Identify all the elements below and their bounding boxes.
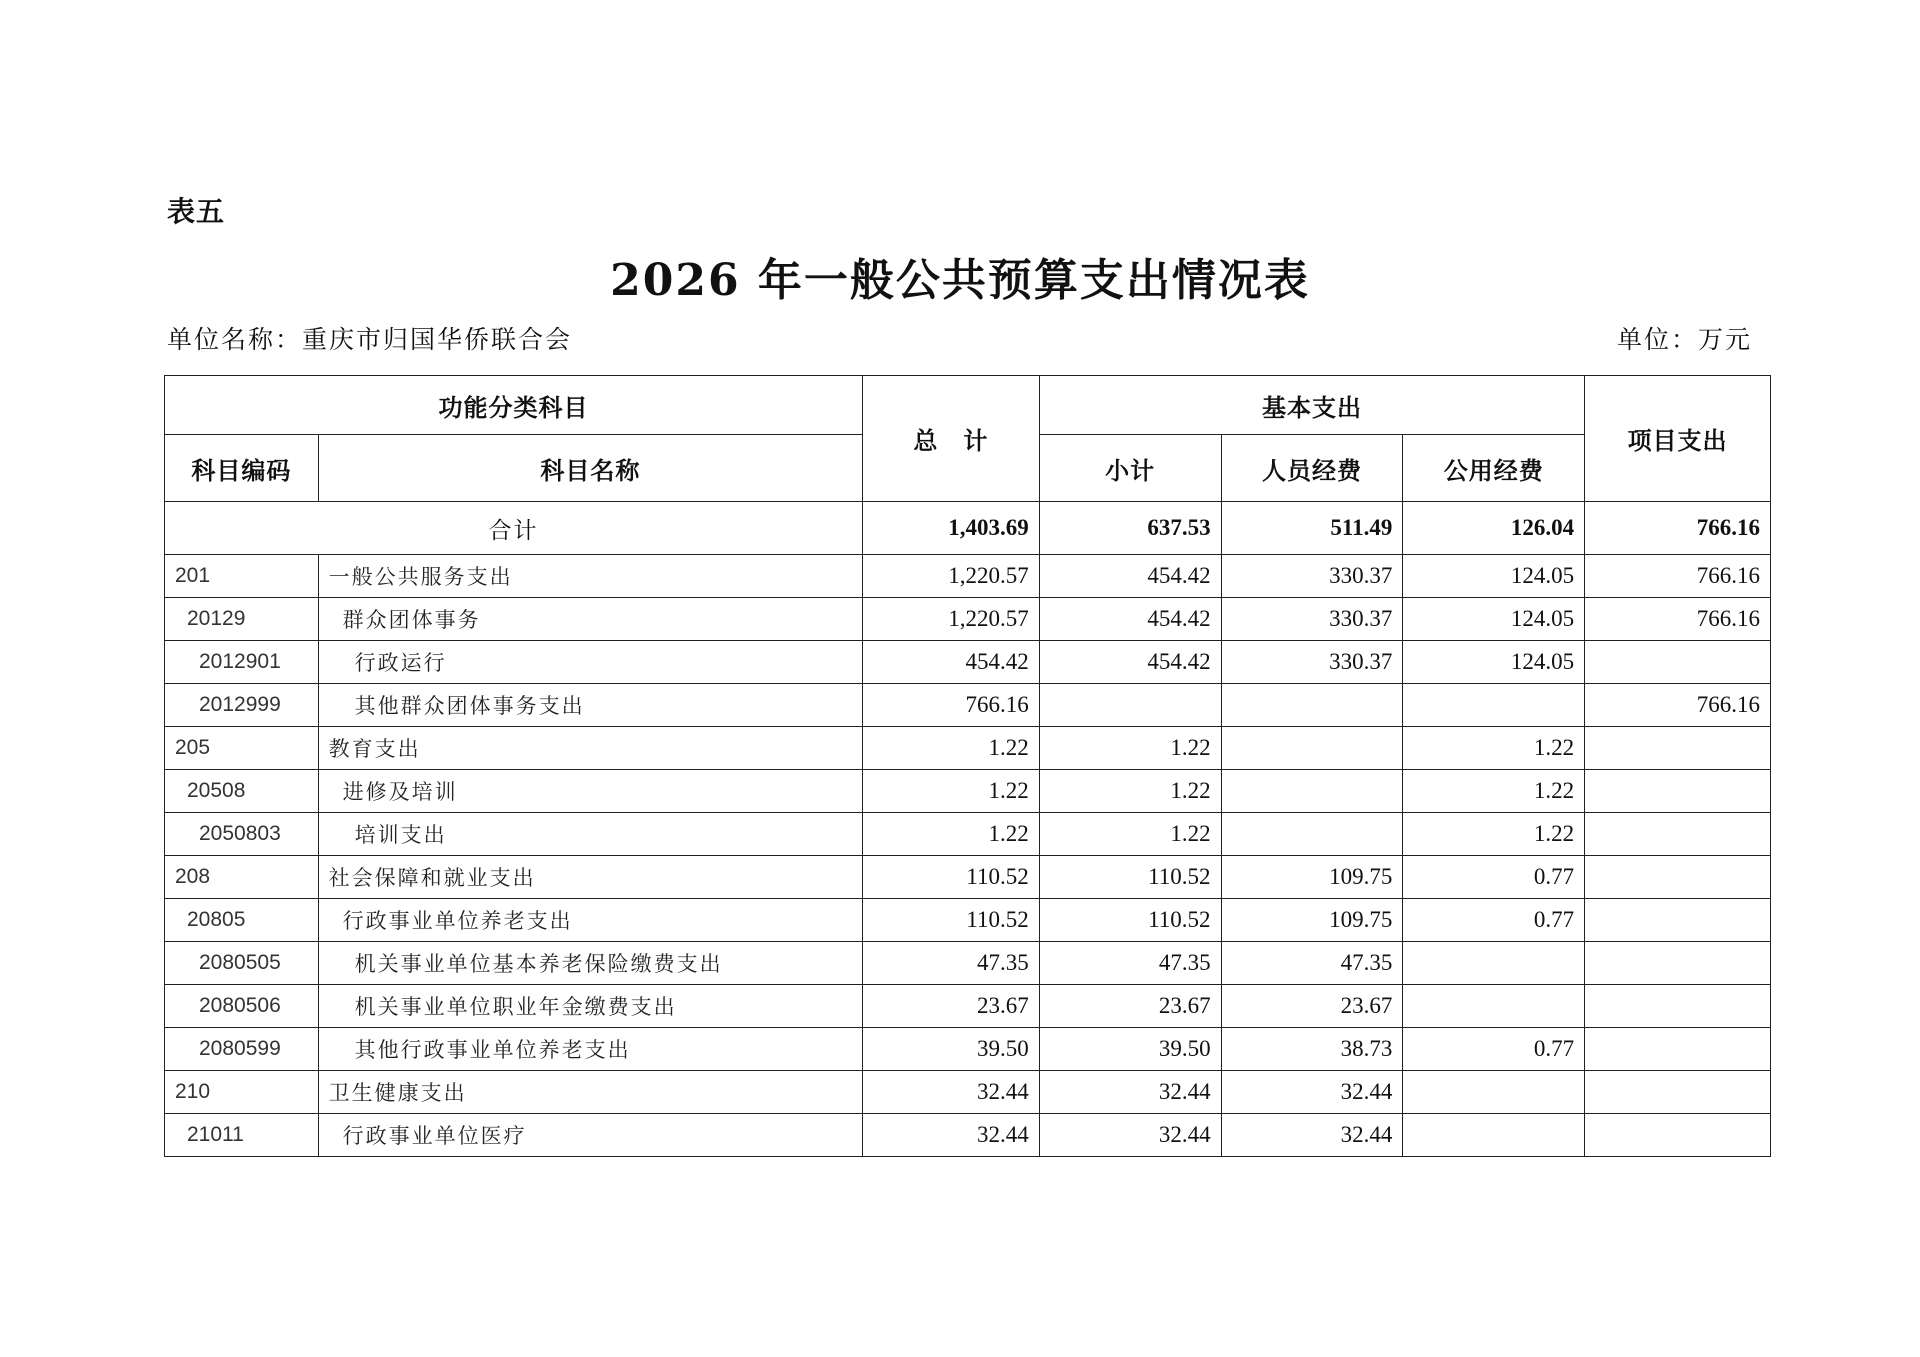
currency-unit: 单位：万元 bbox=[1616, 325, 1752, 354]
row-code: 2050803 bbox=[165, 813, 319, 856]
row-name: 群众团体事务 bbox=[318, 598, 862, 641]
row-name: 行政事业单位医疗 bbox=[318, 1114, 862, 1157]
row-public: 124.05 bbox=[1403, 555, 1585, 598]
row-code: 20508 bbox=[165, 770, 319, 813]
row-subtotal: 110.52 bbox=[1039, 856, 1221, 899]
header-basic-expenditure: 基本支出 bbox=[1039, 376, 1584, 435]
row-code: 2080599 bbox=[165, 1028, 319, 1071]
total-total: 1,403.69 bbox=[863, 502, 1040, 555]
row-project bbox=[1585, 1071, 1771, 1114]
table-row bbox=[165, 641, 1771, 684]
table-row bbox=[165, 1114, 1771, 1157]
row-code: 2012901 bbox=[165, 641, 319, 684]
row-project bbox=[1585, 727, 1771, 770]
row-subtotal: 32.44 bbox=[1039, 1071, 1221, 1114]
row-subtotal: 39.50 bbox=[1039, 1028, 1221, 1071]
row-subtotal: 23.67 bbox=[1039, 985, 1221, 1028]
row-total: 110.52 bbox=[863, 856, 1040, 899]
row-public bbox=[1403, 1071, 1585, 1114]
row-total: 47.35 bbox=[863, 942, 1040, 985]
row-subtotal: 1.22 bbox=[1039, 770, 1221, 813]
budget-table bbox=[164, 375, 1771, 1157]
row-total: 1.22 bbox=[863, 727, 1040, 770]
row-project bbox=[1585, 856, 1771, 899]
row-personnel: 330.37 bbox=[1221, 641, 1403, 684]
row-personnel: 47.35 bbox=[1221, 942, 1403, 985]
row-name: 机关事业单位基本养老保险缴费支出 bbox=[318, 942, 862, 985]
row-personnel bbox=[1221, 727, 1403, 770]
row-public: 124.05 bbox=[1403, 598, 1585, 641]
row-public: 1.22 bbox=[1403, 770, 1585, 813]
row-code: 205 bbox=[165, 727, 319, 770]
table-row bbox=[165, 856, 1771, 899]
row-subtotal bbox=[1039, 684, 1221, 727]
row-public bbox=[1403, 1114, 1585, 1157]
header-code: 科目编码 bbox=[165, 435, 319, 502]
row-total: 110.52 bbox=[863, 899, 1040, 942]
row-subtotal: 454.42 bbox=[1039, 555, 1221, 598]
row-name: 机关事业单位职业年金缴费支出 bbox=[318, 985, 862, 1028]
row-code: 208 bbox=[165, 856, 319, 899]
row-project bbox=[1585, 770, 1771, 813]
row-public bbox=[1403, 942, 1585, 985]
row-personnel: 32.44 bbox=[1221, 1071, 1403, 1114]
total-personnel: 511.49 bbox=[1221, 502, 1403, 555]
row-total: 766.16 bbox=[863, 684, 1040, 727]
total-project: 766.16 bbox=[1585, 502, 1771, 555]
row-total: 1.22 bbox=[863, 813, 1040, 856]
row-name: 卫生健康支出 bbox=[318, 1071, 862, 1114]
header-total: 总 计 bbox=[863, 376, 1040, 502]
table-row bbox=[165, 598, 1771, 641]
table-row bbox=[165, 1071, 1771, 1114]
row-total: 1,220.57 bbox=[863, 598, 1040, 641]
header-name: 科目名称 bbox=[318, 435, 862, 502]
row-name: 进修及培训 bbox=[318, 770, 862, 813]
row-personnel: 23.67 bbox=[1221, 985, 1403, 1028]
row-public bbox=[1403, 684, 1585, 727]
header-public: 公用经费 bbox=[1403, 435, 1585, 502]
row-subtotal: 1.22 bbox=[1039, 727, 1221, 770]
row-code: 21011 bbox=[165, 1114, 319, 1157]
row-personnel: 330.37 bbox=[1221, 555, 1403, 598]
row-subtotal: 47.35 bbox=[1039, 942, 1221, 985]
row-code: 2080505 bbox=[165, 942, 319, 985]
row-personnel: 330.37 bbox=[1221, 598, 1403, 641]
table-label: 表五 bbox=[167, 195, 226, 228]
row-subtotal: 32.44 bbox=[1039, 1114, 1221, 1157]
row-code: 20805 bbox=[165, 899, 319, 942]
unit-name: 单位名称：重庆市归国华侨联合会 bbox=[167, 325, 573, 354]
total-public: 126.04 bbox=[1403, 502, 1585, 555]
table-row bbox=[165, 555, 1771, 598]
row-project bbox=[1585, 1028, 1771, 1071]
row-code: 20129 bbox=[165, 598, 319, 641]
row-name: 行政运行 bbox=[318, 641, 862, 684]
row-code: 210 bbox=[165, 1071, 319, 1114]
row-code: 201 bbox=[165, 555, 319, 598]
row-public bbox=[1403, 985, 1585, 1028]
row-name: 社会保障和就业支出 bbox=[318, 856, 862, 899]
table-row bbox=[165, 684, 1771, 727]
row-name: 其他行政事业单位养老支出 bbox=[318, 1028, 862, 1071]
row-personnel bbox=[1221, 770, 1403, 813]
row-subtotal: 454.42 bbox=[1039, 641, 1221, 684]
row-code: 2080506 bbox=[165, 985, 319, 1028]
row-public: 0.77 bbox=[1403, 899, 1585, 942]
total-row bbox=[165, 502, 1771, 555]
table-row bbox=[165, 727, 1771, 770]
total-subtotal: 637.53 bbox=[1039, 502, 1221, 555]
row-public: 1.22 bbox=[1403, 727, 1585, 770]
row-project bbox=[1585, 985, 1771, 1028]
row-project bbox=[1585, 813, 1771, 856]
header-project-expenditure: 项目支出 bbox=[1585, 376, 1771, 502]
table-row bbox=[165, 942, 1771, 985]
row-name: 其他群众团体事务支出 bbox=[318, 684, 862, 727]
row-total: 32.44 bbox=[863, 1114, 1040, 1157]
row-project: 766.16 bbox=[1585, 598, 1771, 641]
row-public: 1.22 bbox=[1403, 813, 1585, 856]
row-subtotal: 454.42 bbox=[1039, 598, 1221, 641]
header-subtotal: 小计 bbox=[1039, 435, 1221, 502]
row-public: 124.05 bbox=[1403, 641, 1585, 684]
row-total: 39.50 bbox=[863, 1028, 1040, 1071]
row-subtotal: 110.52 bbox=[1039, 899, 1221, 942]
row-personnel: 38.73 bbox=[1221, 1028, 1403, 1071]
total-label: 合计 bbox=[165, 502, 863, 555]
row-public: 0.77 bbox=[1403, 1028, 1585, 1071]
row-total: 23.67 bbox=[863, 985, 1040, 1028]
row-project bbox=[1585, 942, 1771, 985]
row-personnel bbox=[1221, 813, 1403, 856]
row-subtotal: 1.22 bbox=[1039, 813, 1221, 856]
row-personnel: 32.44 bbox=[1221, 1114, 1403, 1157]
row-personnel bbox=[1221, 684, 1403, 727]
row-personnel: 109.75 bbox=[1221, 856, 1403, 899]
row-name: 行政事业单位养老支出 bbox=[318, 899, 862, 942]
table-row bbox=[165, 770, 1771, 813]
row-project bbox=[1585, 899, 1771, 942]
row-total: 1,220.57 bbox=[863, 555, 1040, 598]
row-name: 培训支出 bbox=[318, 813, 862, 856]
table-row bbox=[165, 813, 1771, 856]
row-total: 1.22 bbox=[863, 770, 1040, 813]
row-project: 766.16 bbox=[1585, 684, 1771, 727]
row-total: 454.42 bbox=[863, 641, 1040, 684]
header-functional-class: 功能分类科目 bbox=[165, 376, 863, 435]
header-personnel: 人员经费 bbox=[1221, 435, 1403, 502]
row-project bbox=[1585, 1114, 1771, 1157]
table-row bbox=[165, 1028, 1771, 1071]
row-name: 教育支出 bbox=[318, 727, 862, 770]
table-row bbox=[165, 985, 1771, 1028]
row-public: 0.77 bbox=[1403, 856, 1585, 899]
row-project: 766.16 bbox=[1585, 555, 1771, 598]
row-code: 2012999 bbox=[165, 684, 319, 727]
row-total: 32.44 bbox=[863, 1071, 1040, 1114]
page-title: 2026 年一般公共预算支出情况表 bbox=[610, 255, 1310, 306]
table-row bbox=[165, 899, 1771, 942]
row-personnel: 109.75 bbox=[1221, 899, 1403, 942]
row-project bbox=[1585, 641, 1771, 684]
row-name: 一般公共服务支出 bbox=[318, 555, 862, 598]
